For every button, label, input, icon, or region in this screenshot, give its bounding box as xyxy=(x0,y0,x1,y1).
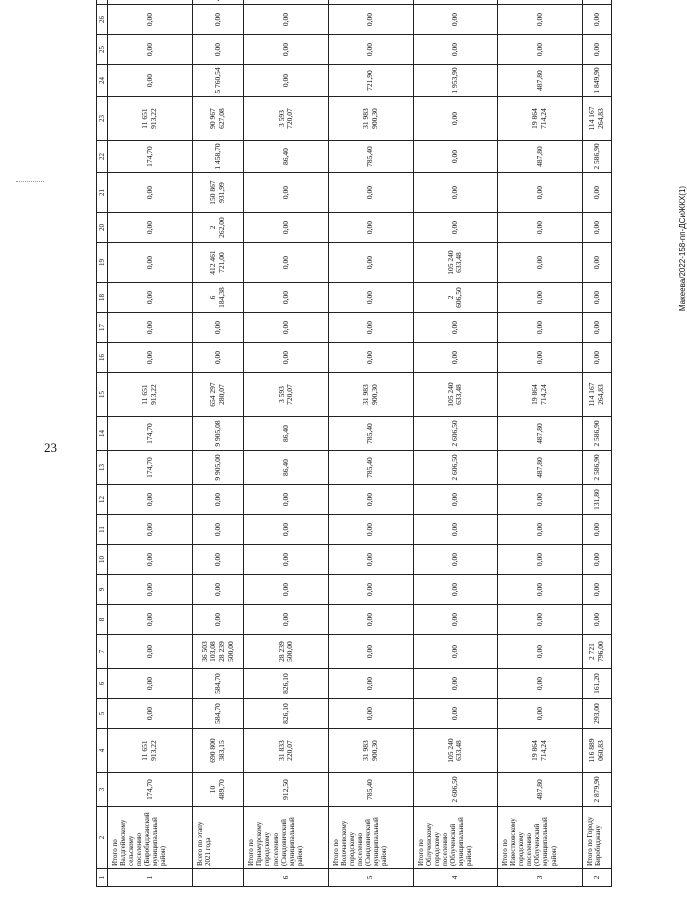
table-cell: 0,00 xyxy=(582,343,611,373)
table-cell: 1 849,90 xyxy=(582,65,611,97)
table-cell: 2 606,50 xyxy=(413,283,498,313)
header-cell: 19 xyxy=(97,243,108,283)
table-cell: 11 651 913,22 xyxy=(108,729,193,773)
table-cell: 0,00 xyxy=(192,313,244,343)
table-cell: 0,00 xyxy=(329,313,414,343)
header-cell: 24 xyxy=(97,65,108,97)
table-cell xyxy=(192,0,244,5)
table-cell: 0,00 xyxy=(108,173,193,213)
table-cell: 0,00 xyxy=(108,575,193,605)
table-cell: 0,00 xyxy=(329,699,414,729)
table-cell: 0,00 xyxy=(498,545,583,575)
table-cell: 0,00 xyxy=(498,5,583,35)
table-cell: 0,00 xyxy=(498,283,583,313)
header-cell: 5 xyxy=(97,699,108,729)
table-cell: 86,40 xyxy=(244,451,329,485)
table-cell xyxy=(413,0,498,5)
table-body xyxy=(108,0,612,887)
table-cell: 31 833 220,07 xyxy=(244,729,329,773)
table-cell: 0,00 xyxy=(498,575,583,605)
table-cell: 654 297 280,07 xyxy=(192,373,244,417)
table-cell: 0,00 xyxy=(413,35,498,65)
header-cell: 21 xyxy=(97,173,108,213)
table-row xyxy=(329,0,414,887)
document-stamp: Макеева/2022-158-пп-ДСиЖКХ(1) xyxy=(678,185,687,312)
table-cell: 826,10 xyxy=(244,669,329,699)
row-name: Итого по Известковскому городскому поселению (Облученский муниципальный район) xyxy=(498,807,583,869)
table-cell: 0,00 xyxy=(192,343,244,373)
table-cell: 0,00 xyxy=(108,313,193,343)
table-cell: 293,00 xyxy=(582,699,611,729)
table-row xyxy=(108,0,193,887)
table-cell: 1 458,70 xyxy=(192,141,244,173)
table-cell xyxy=(329,0,414,5)
table-cell: 90 967 627,08 xyxy=(192,97,244,141)
table-cell: 0,00 xyxy=(108,35,193,65)
table-cell: 0,00 xyxy=(413,575,498,605)
table-frame xyxy=(96,12,612,887)
header-cell: 7 xyxy=(97,635,108,669)
table-cell: 0,00 xyxy=(582,5,611,35)
header-cell: 6 xyxy=(97,669,108,699)
header-cell: 10 xyxy=(97,545,108,575)
table-cell: 0,00 xyxy=(329,485,414,515)
header-cell: 22 xyxy=(97,141,108,173)
table-cell: 174,70 xyxy=(108,773,193,807)
table-cell: 0,00 xyxy=(108,545,193,575)
table-cell: 785,40 xyxy=(329,451,414,485)
table-cell: 2 606,50 xyxy=(413,773,498,807)
table-cell: 0,00 xyxy=(244,65,329,97)
header-cell: 15 xyxy=(97,373,108,417)
table-cell: 0,00 xyxy=(108,605,193,635)
table-cell: 31 983 900,30 xyxy=(329,373,414,417)
table-row xyxy=(192,0,244,887)
table-cell: 114 167 264,83 xyxy=(582,97,611,141)
table-cell: 0,00 xyxy=(413,213,498,243)
table-cell: 161,20 xyxy=(582,669,611,699)
table-cell: 0,00 xyxy=(413,141,498,173)
table-cell: 0,00 xyxy=(498,699,583,729)
table-cell: 0,00 xyxy=(498,343,583,373)
table-cell: 114 167 264,83 xyxy=(582,373,611,417)
table-cell: 150 867 931,99 xyxy=(192,173,244,213)
table-cell: 0,00 xyxy=(329,35,414,65)
table-cell: 785,40 xyxy=(329,141,414,173)
table-cell: 0,00 xyxy=(582,545,611,575)
table-cell: 0,00 xyxy=(244,5,329,35)
table-cell: 3 593 720,07 xyxy=(244,97,329,141)
table-cell: 0,00 xyxy=(244,243,329,283)
table-cell: 0,00 xyxy=(192,575,244,605)
header-cell: 20 xyxy=(97,213,108,243)
table-cell: 487,80 xyxy=(498,141,583,173)
table-cell: 116 889 060,83 xyxy=(582,729,611,773)
table-cell: 0,00 xyxy=(244,313,329,343)
table-cell: 0,00 xyxy=(413,635,498,669)
table-cell: 86,40 xyxy=(244,417,329,451)
table-cell: 28 239 500,00 xyxy=(244,635,329,669)
table-cell: 0,00 xyxy=(108,699,193,729)
table-cell: 0,00 xyxy=(329,605,414,635)
table-cell: 31 983 900,30 xyxy=(329,97,414,141)
table-cell: 2 586,90 xyxy=(582,451,611,485)
table-cell: 2 262,00 xyxy=(192,213,244,243)
dotted-mark xyxy=(16,181,44,182)
table-cell: 10 489,70 xyxy=(192,773,244,807)
table-cell: 0,00 xyxy=(498,669,583,699)
header-cell: 14 xyxy=(97,417,108,451)
table-cell: 9 905,00 xyxy=(192,451,244,485)
table-row xyxy=(582,0,611,887)
data-table xyxy=(96,0,612,887)
table-cell: 0,00 xyxy=(244,35,329,65)
table-cell: 0,00 xyxy=(329,173,414,213)
table-cell: 105 240 633,48 xyxy=(413,373,498,417)
table-cell: 0,00 xyxy=(498,635,583,669)
table-cell: 0,00 xyxy=(244,283,329,313)
row-name: Итого по Волочаевскому городскому поселению (Смидовичский муниципальный район) xyxy=(329,807,414,869)
table-cell: 0,00 xyxy=(498,35,583,65)
table-cell: 0,00 xyxy=(192,485,244,515)
table-cell: 912,50 xyxy=(244,773,329,807)
table-cell: 0,00 xyxy=(413,699,498,729)
table-cell: 0,00 xyxy=(413,173,498,213)
table-cell: 487,80 xyxy=(498,451,583,485)
table-cell: 0,00 xyxy=(192,515,244,545)
table-cell: 0,00 xyxy=(413,545,498,575)
table-cell xyxy=(582,0,611,5)
table-cell: 6 184,38 xyxy=(192,283,244,313)
table-cell: 0,00 xyxy=(413,515,498,545)
table-cell: 785,40 xyxy=(329,417,414,451)
table-cell: 0,00 xyxy=(582,283,611,313)
table-cell: 0,00 xyxy=(192,605,244,635)
table-cell: 0,00 xyxy=(582,313,611,343)
table-cell: 487,80 xyxy=(498,65,583,97)
row-name: Всего по этапу 2021 года xyxy=(192,807,244,869)
table-cell: 0,00 xyxy=(108,635,193,669)
row-number xyxy=(192,869,244,887)
table-cell: 0,00 xyxy=(108,343,193,373)
table-cell: 36 503 103,08 28 239 500,00 xyxy=(192,635,244,669)
row-name: Итого по Валдгеймскому сельскому поселению (Биробиджанский муниципальный район) xyxy=(108,807,193,869)
table-cell xyxy=(108,0,193,5)
table-cell: 0,00 xyxy=(108,485,193,515)
table-cell: 0,00 xyxy=(498,213,583,243)
table-cell: 2 606,50 xyxy=(413,451,498,485)
table-cell: 0,00 xyxy=(108,213,193,243)
table-cell: 19 864 714,24 xyxy=(498,373,583,417)
table-row xyxy=(413,0,498,887)
table-cell: 5 760,54 xyxy=(192,65,244,97)
table-cell: 0,00 xyxy=(329,343,414,373)
table-cell: 174,70 xyxy=(108,141,193,173)
table-cell: 105 240 633,48 xyxy=(413,729,498,773)
table-cell: 19 864 714,24 xyxy=(498,729,583,773)
table-cell: 584,70 xyxy=(192,699,244,729)
table-cell: 174,70 xyxy=(108,451,193,485)
table-cell: 0,00 xyxy=(329,545,414,575)
header-cell: 3 xyxy=(97,773,108,807)
table-cell: 31 983 900,30 xyxy=(329,729,414,773)
table-cell xyxy=(498,0,583,5)
header-cell: 13 xyxy=(97,451,108,485)
table-cell: 0,00 xyxy=(413,343,498,373)
table-cell: 19 864 714,24 xyxy=(498,97,583,141)
table-cell: 0,00 xyxy=(329,515,414,545)
table-cell: 0,00 xyxy=(329,213,414,243)
header-cell: 25 xyxy=(97,35,108,65)
table-cell: 174,70 xyxy=(108,417,193,451)
table-cell: 412 461 721,00 xyxy=(192,243,244,283)
table-cell: 0,00 xyxy=(582,35,611,65)
table-cell: 0,00 xyxy=(244,575,329,605)
table-cell: 584,70 xyxy=(192,669,244,699)
row-name: Итого по Облученскому городскому поселению (Облученский муниципальный район) xyxy=(413,807,498,869)
table-cell: 2 606,50 xyxy=(413,417,498,451)
table-cell xyxy=(244,0,329,5)
table-cell: 487,80 xyxy=(498,417,583,451)
table-cell: 0,00 xyxy=(498,485,583,515)
table-row xyxy=(244,0,329,887)
table-cell: 0,00 xyxy=(413,485,498,515)
table-cell: 0,00 xyxy=(582,605,611,635)
table-cell: 0,00 xyxy=(244,213,329,243)
table-cell: 0,00 xyxy=(192,35,244,65)
table-cell: 0,00 xyxy=(244,605,329,635)
table-cell: 0,00 xyxy=(329,669,414,699)
table-cell: 0,00 xyxy=(582,213,611,243)
header-cell: 12 xyxy=(97,485,108,515)
header-cell: 1 xyxy=(97,869,108,887)
table-cell: 0,00 xyxy=(108,5,193,35)
header-cell: 2 xyxy=(97,807,108,869)
table-cell: 105 240 633,48 xyxy=(413,243,498,283)
table-cell: 0,00 xyxy=(582,515,611,545)
table-cell: 0,00 xyxy=(413,97,498,141)
table-cell: 1 953,90 xyxy=(413,65,498,97)
table-cell: 487,80 xyxy=(498,773,583,807)
table-cell: 0,00 xyxy=(329,5,414,35)
table-cell: 2 879,90 xyxy=(582,773,611,807)
table-cell: 0,00 xyxy=(413,669,498,699)
header-cell: 16 xyxy=(97,343,108,373)
table-cell: 0,00 xyxy=(498,515,583,545)
table-cell: 11 651 913,22 xyxy=(108,97,193,141)
row-number: 6 xyxy=(244,869,329,887)
table-cell: 0,00 xyxy=(108,669,193,699)
header-cell: 11 xyxy=(97,515,108,545)
table-cell: 0,00 xyxy=(329,635,414,669)
table-cell: 826,10 xyxy=(244,699,329,729)
table-cell: 0,00 xyxy=(498,313,583,343)
table-cell: 0,00 xyxy=(108,515,193,545)
table-cell: 0,00 xyxy=(582,575,611,605)
header-row xyxy=(97,0,108,887)
row-number: 1 xyxy=(108,869,193,887)
table-cell: 0,00 xyxy=(413,313,498,343)
header-cell: 8 xyxy=(97,605,108,635)
table-cell: 0,00 xyxy=(329,243,414,283)
table-cell: 0,00 xyxy=(108,65,193,97)
table-cell: 0,00 xyxy=(329,283,414,313)
table-cell: 0,00 xyxy=(244,173,329,213)
table-cell: 0,00 xyxy=(582,173,611,213)
table-row xyxy=(498,0,583,887)
table-cell: 0,00 xyxy=(244,343,329,373)
table-cell: 131,80 xyxy=(582,485,611,515)
table-cell: 0,00 xyxy=(582,243,611,283)
table-cell: 0,00 xyxy=(108,243,193,283)
table-cell: 86,40 xyxy=(244,141,329,173)
table-cell: 2 586,90 xyxy=(582,141,611,173)
table-cell: 0,00 xyxy=(244,485,329,515)
header-cell: 17 xyxy=(97,313,108,343)
header-cell: 9 xyxy=(97,575,108,605)
header-cell xyxy=(97,0,108,5)
table-cell: 690 800 383,15 xyxy=(192,729,244,773)
table-cell: 785,40 xyxy=(329,773,414,807)
table-cell: 0,00 xyxy=(413,5,498,35)
table-cell: 2 586,90 xyxy=(582,417,611,451)
table-cell: 9 905,08 xyxy=(192,417,244,451)
row-number: 2 xyxy=(582,869,611,887)
table-cell: 0,00 xyxy=(244,515,329,545)
table-cell: 0,00 xyxy=(329,575,414,605)
table-cell: 0,00 xyxy=(108,283,193,313)
header-cell: 18 xyxy=(97,283,108,313)
table-cell: 0,00 xyxy=(192,545,244,575)
header-cell: 4 xyxy=(97,729,108,773)
row-name: Итого по Городу Биробиджану xyxy=(582,807,611,869)
row-number: 4 xyxy=(413,869,498,887)
row-number: 3 xyxy=(498,869,583,887)
row-number: 5 xyxy=(329,869,414,887)
table-cell: 0,00 xyxy=(244,545,329,575)
rotated-table-wrapper xyxy=(96,12,612,887)
table-cell: 0,00 xyxy=(192,5,244,35)
header-cell: 26 xyxy=(97,5,108,35)
table-cell: 11 651 913,22 xyxy=(108,373,193,417)
table-cell: 0,00 xyxy=(413,605,498,635)
page-number: 23 xyxy=(44,440,57,455)
table-cell: 3 593 720,07 xyxy=(244,373,329,417)
row-name: Итого по Приамурскому городскому поселению (Смидовичский муниципальный район) xyxy=(244,807,329,869)
table-cell: 0,00 xyxy=(498,243,583,283)
table-cell: 0,00 xyxy=(498,605,583,635)
table-cell: 0,00 xyxy=(498,173,583,213)
table-cell: 2 721 796,00 xyxy=(582,635,611,669)
table-cell: 721,90 xyxy=(329,65,414,97)
header-cell: 23 xyxy=(97,97,108,141)
